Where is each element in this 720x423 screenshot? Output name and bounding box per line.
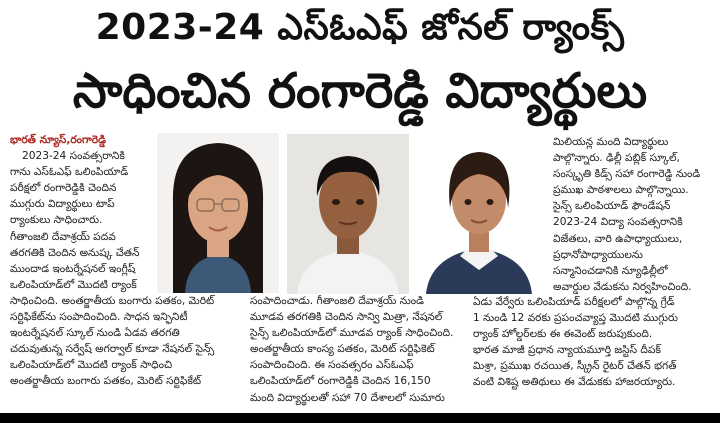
article-line: 1 నుండి 12 వరకు ప్రపంచవ్యాప్త మొదటి ముగ్గురు (473, 312, 678, 325)
article-line: మిలియన్ల మంది విద్యార్థులు (553, 136, 669, 148)
article-column-1-bottom (10, 293, 248, 390)
article-column-3-bottom (473, 294, 715, 391)
article-line: సంపాదించింది. ఈ సంవత్సరం ఎస్ఓఎఫ్ (250, 359, 414, 372)
article-line: భారత మాజీ ప్రధాన న్యాయమూర్తి జస్టిస్ దీపక్ (473, 344, 661, 357)
article-line: సాధించింది. అంతర్జాతీయ బంగారు పతకం, మెరిట్ (10, 295, 215, 307)
headline-line1: 2023-24 ఎస్ఓఎఫ్ జోనల్ ర్యాంక్స్ (95, 7, 625, 48)
article-line: 2023-24 సంవత్సరానికి (22, 150, 125, 163)
article-line: ప్రధానోపాధ్యాయులను (553, 248, 643, 261)
article-line: మంది విద్యార్థులతో సహా 70 దేశాలలో సుమారు (250, 391, 445, 404)
article-column-2 (250, 293, 472, 406)
article-line: గాను ఎస్ఓఎఫ్ ఒలింపియాడ్ (10, 166, 129, 179)
article-line: ముగ్గురు విద్యార్థులు టాప్ (10, 198, 115, 211)
article-line: 2023-24 విద్యా సంవత్సరానికి (553, 216, 683, 229)
article-column-3-top (553, 134, 713, 295)
article-line: అవార్డుల వేడుకను నిర్వహించింది. (553, 280, 692, 293)
article-line: పాల్గొన్నారు. ఢిల్లీ పబ్లిక్ స్కూల్, (553, 152, 680, 165)
article-line: ర్యాంక్ హోల్డర్‌లకు ఈ ఈవెంట్ జరుపుకుంది. (473, 328, 653, 341)
article-line: ఒలింపియాడ్‌లో మొదటి ర్యాంక్ సాధించి (10, 359, 173, 372)
dateline: భారత్ న్యూస్,రంగారెడ్డి (10, 134, 106, 146)
article-line: అంతర్జాతీయ బంగారు పతకం, మెరిట్ సర్టిఫికేట్ (10, 375, 202, 388)
article-line: ముందాడ ఇంటర్నేషనల్ ఇంగ్లీష్ (10, 262, 136, 275)
article-line: సైన్స్ ఒలింపియాడ్‌లో మూడవ ర్యాంక్ సాధించింది. (250, 327, 454, 340)
article-line: పరీక్షలో రంగారెడ్డికి చెందిన (10, 182, 117, 195)
article-column-1-top (10, 132, 155, 293)
headline-line2: సాధించిన రంగారెడ్డి విద్యార్థులు (72, 63, 648, 119)
article-line: సంపాదించాడు. గీతాంజలి దేవాశ్రయ్ నుండి (250, 295, 424, 307)
article-line: సర్టిఫికేట్‌ను సంపాదించింది. సాధన ఇన్ఫినిటీ (10, 311, 188, 324)
article-line: గీతాంజలి దేవాశ్రయ్ పదవ (10, 230, 116, 243)
article-line: సన్మానించడానికి న్యూఢిల్లీలో (553, 264, 668, 277)
article-line: మూడవ తరగతికి చెందిన సాన్వి మిత్రా, నేషనల్ (250, 311, 443, 324)
article-line: విజేతలు, వారి ఉపాధ్యాయులు, (553, 232, 683, 245)
article-line: ర్యాంకులు సాధించారు. (10, 214, 103, 227)
student-girl-photo (157, 133, 279, 293)
article-line: ఇంటర్నేషనల్ స్కూల్ నుండి ఏడవ తరగతి (10, 327, 180, 340)
article-line: అంతర్జాతీయ కాంస్య పతకం, మెరిట్ సర్టిఫికెట్ (250, 343, 435, 356)
article-line: సైన్స్ ఒలింపియాడ్ ఫౌండేషన్ (553, 200, 671, 213)
article-line: సంస్కృతి కిడ్స్ సహా రంగారెడ్డి నుండి (553, 168, 701, 181)
article-line: ఒలింపియాడ్‌లో రంగారెడ్డికి చెందిన 16,150 (250, 375, 431, 388)
article-line: ఏడు వేర్వేరు ఒలింపియాడ్ పరీక్షలలో పాల్గొన్న గ్రేడ్ (473, 296, 675, 308)
article-line: చదువుతున్న సర్వేష్ అగర్వాల్ కూడా నేషనల్ సైన్స్ (10, 343, 215, 356)
student-young-girl-photo (418, 134, 540, 294)
article-line: వంటి విశిష్ట అతిథులు ఈ వేడుకకు హాజరయ్యారు. (473, 376, 676, 389)
student-boy-photo (287, 134, 409, 294)
article-line: ఒలింపియాడ్‌లో మొదటి ర్యాంక్ (10, 278, 137, 291)
article-line: మిశ్రా, ప్రముఖ రచయిత, స్క్రీన్ రైటర్ చేతన్ భగత్ (473, 360, 677, 373)
article-line: తరగతికి చెందిన అనుష్క చేతన్ (10, 246, 140, 259)
article-line: ప్రముఖ పాఠశాలలు పాల్గొన్నాయి. (553, 184, 689, 197)
bottom-border (0, 413, 720, 423)
